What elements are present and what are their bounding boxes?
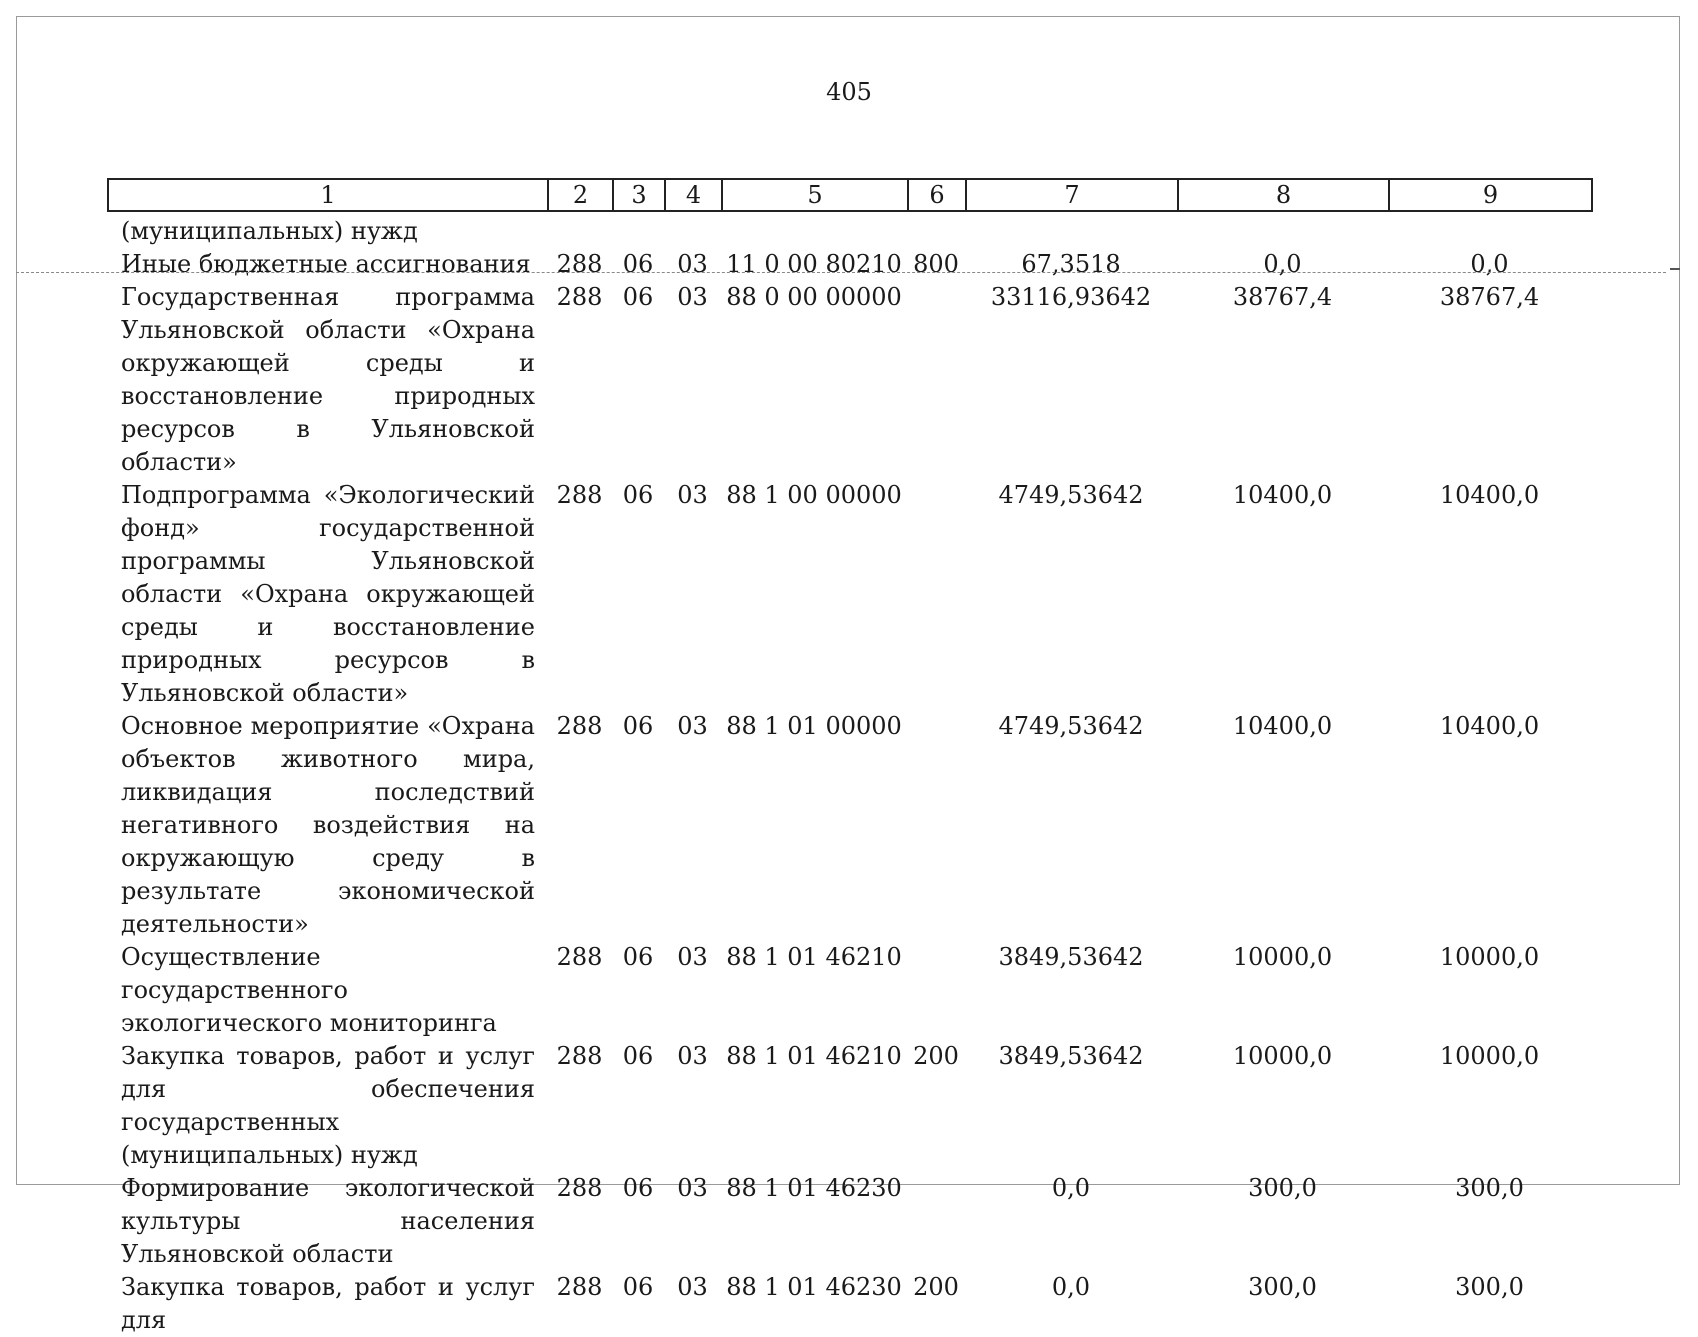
- column-header-table: [107, 178, 1593, 212]
- row-amount-col9: 300,0: [1455, 1174, 1524, 1202]
- page-border-right: [1679, 16, 1680, 1184]
- row-expense-type: [907, 1172, 965, 1271]
- row-expense-type: 200: [913, 1273, 959, 1301]
- row-admin-code: 288: [556, 283, 603, 311]
- table-row: [107, 1040, 1591, 1172]
- row-subsection: 03: [677, 1174, 708, 1202]
- row-section: 06: [622, 283, 654, 311]
- header-col-2: 2: [548, 179, 613, 211]
- page-number: 405: [826, 78, 872, 106]
- row-amount-col8: 0,0: [1263, 250, 1302, 278]
- row-target-article: 88 1 01 46210: [726, 1042, 902, 1070]
- header-col-5: 5: [722, 179, 908, 211]
- header-row: [108, 179, 1592, 211]
- header-col-1: 1: [108, 179, 548, 211]
- row-subsection: 03: [677, 1042, 708, 1070]
- table-row: [107, 1271, 1591, 1337]
- row-expense-type: [907, 710, 965, 941]
- row-target-article: 88 1 00 00000: [726, 481, 902, 509]
- row-amount-col7: 33116,93642: [990, 283, 1152, 311]
- header-col-6: 6: [908, 179, 966, 211]
- row-target-article: 88 0 00 00000: [726, 283, 902, 311]
- row-expense-type: [907, 479, 965, 710]
- row-expense-type: 200: [913, 1042, 959, 1070]
- row-section: 06: [622, 250, 654, 278]
- table-row: [107, 281, 1591, 479]
- row-target-article: 88 1 01 46230: [726, 1273, 902, 1301]
- scan-cut-line: [16, 272, 1666, 273]
- row-section: 06: [622, 481, 654, 509]
- row-amount-col7: 4749,53642: [998, 481, 1144, 509]
- row-amount-col9: 300,0: [1455, 1273, 1524, 1301]
- page-border-left: [16, 16, 17, 1184]
- row-amount-col9: 10000,0: [1439, 943, 1540, 971]
- row-subsection: 03: [677, 283, 708, 311]
- row-name: Формирование экологической культуры населения Ульяновской области: [121, 1174, 535, 1268]
- row-subsection: [664, 215, 721, 248]
- row-target-article: 88 1 01 46230: [726, 1174, 902, 1202]
- row-amount-col7: [965, 215, 1177, 248]
- row-admin-code: [547, 215, 612, 248]
- row-name: Государственная программа Ульяновской области «Охрана окружающей среды и восстановление природных ресурсов в Ульяновской области»: [121, 283, 535, 476]
- row-admin-code: 288: [556, 712, 603, 740]
- row-section: 06: [622, 1273, 654, 1301]
- row-name: Основное мероприятие «Охрана объектов животного мира, ликвидация последствий негативного воздействия на окружающую среду в результате экономической деятельности»: [121, 712, 535, 938]
- row-amount-col9: 0,0: [1470, 250, 1509, 278]
- row-amount-col8: 300,0: [1248, 1174, 1317, 1202]
- row-admin-code: 288: [556, 481, 603, 509]
- row-target-article: 88 1 01 46210: [726, 943, 902, 971]
- row-subsection: 03: [677, 1273, 708, 1301]
- row-amount-col7: 67,3518: [1021, 250, 1121, 278]
- row-section: [612, 215, 664, 248]
- row-section: 06: [622, 1174, 654, 1202]
- row-subsection: 03: [677, 943, 708, 971]
- row-section: 06: [622, 1042, 654, 1070]
- row-admin-code: 288: [556, 250, 603, 278]
- row-expense-type: [907, 215, 965, 248]
- row-name: (муниципальных) нужд: [121, 217, 418, 245]
- row-section: 06: [622, 943, 654, 971]
- row-target-article: [721, 215, 907, 248]
- table-row: [107, 479, 1591, 710]
- row-target-article: 88 1 01 00000: [726, 712, 902, 740]
- row-amount-col8: 38767,4: [1232, 283, 1333, 311]
- table-row: [107, 1172, 1591, 1271]
- row-expense-type: [907, 281, 965, 479]
- row-subsection: 03: [677, 712, 708, 740]
- header-col-7: 7: [966, 179, 1178, 211]
- row-admin-code: 288: [556, 943, 603, 971]
- row-amount-col9: 38767,4: [1439, 283, 1540, 311]
- row-amount-col8: 300,0: [1248, 1273, 1317, 1301]
- row-amount-col7: 3849,53642: [998, 1042, 1144, 1070]
- table-row: [107, 710, 1591, 941]
- row-admin-code: 288: [556, 1174, 603, 1202]
- row-admin-code: 288: [556, 1273, 603, 1301]
- header-col-8: 8: [1178, 179, 1389, 211]
- table-row: [107, 215, 1591, 248]
- row-expense-type: 800: [913, 250, 959, 278]
- row-amount-col9: 10000,0: [1439, 1042, 1540, 1070]
- row-amount-col8: 10400,0: [1232, 481, 1333, 509]
- row-amount-col7: 4749,53642: [998, 712, 1144, 740]
- row-name: Иные бюджетные ассигнования: [121, 250, 531, 278]
- table-row: [107, 941, 1591, 1040]
- row-amount-col8: [1177, 215, 1388, 248]
- row-amount-col7: 0,0: [1051, 1174, 1091, 1202]
- row-amount-col9: 10400,0: [1439, 481, 1540, 509]
- row-expense-type: [907, 941, 965, 1040]
- row-name: Осуществление государственного экологического мониторинга: [121, 943, 497, 1037]
- row-admin-code: 288: [556, 1042, 603, 1070]
- row-name: Закупка товаров, работ и услуг для обеспечения государственных (муниципальных) нужд: [121, 1042, 535, 1169]
- row-section: 06: [622, 712, 654, 740]
- header-col-4: 4: [665, 179, 722, 211]
- row-name: Закупка товаров, работ и услуг для: [121, 1273, 535, 1334]
- row-amount-col7: 0,0: [1051, 1273, 1091, 1301]
- budget-table-body: [107, 215, 1591, 1337]
- row-subsection: 03: [677, 481, 708, 509]
- row-amount-col7: 3849,53642: [998, 943, 1144, 971]
- row-amount-col8: 10400,0: [1232, 712, 1333, 740]
- row-target-article: 11 0 00 80210: [726, 250, 902, 278]
- row-amount-col8: 10000,0: [1232, 1042, 1333, 1070]
- row-amount-col9: 10400,0: [1439, 712, 1540, 740]
- row-amount-col8: 10000,0: [1232, 943, 1333, 971]
- row-amount-col9: [1388, 215, 1591, 248]
- header-col-3: 3: [613, 179, 665, 211]
- table-row: [107, 248, 1591, 281]
- row-name: Подпрограмма «Экологический фонд» государственной программы Ульяновской области «Охрана окружающей среды и восстановление природных ресурсов в Ульяновской области»: [121, 481, 535, 707]
- scan-edge-mark: [1670, 268, 1680, 270]
- page-border-top: [16, 16, 1680, 17]
- header-col-9: 9: [1389, 179, 1592, 211]
- row-subsection: 03: [677, 250, 708, 278]
